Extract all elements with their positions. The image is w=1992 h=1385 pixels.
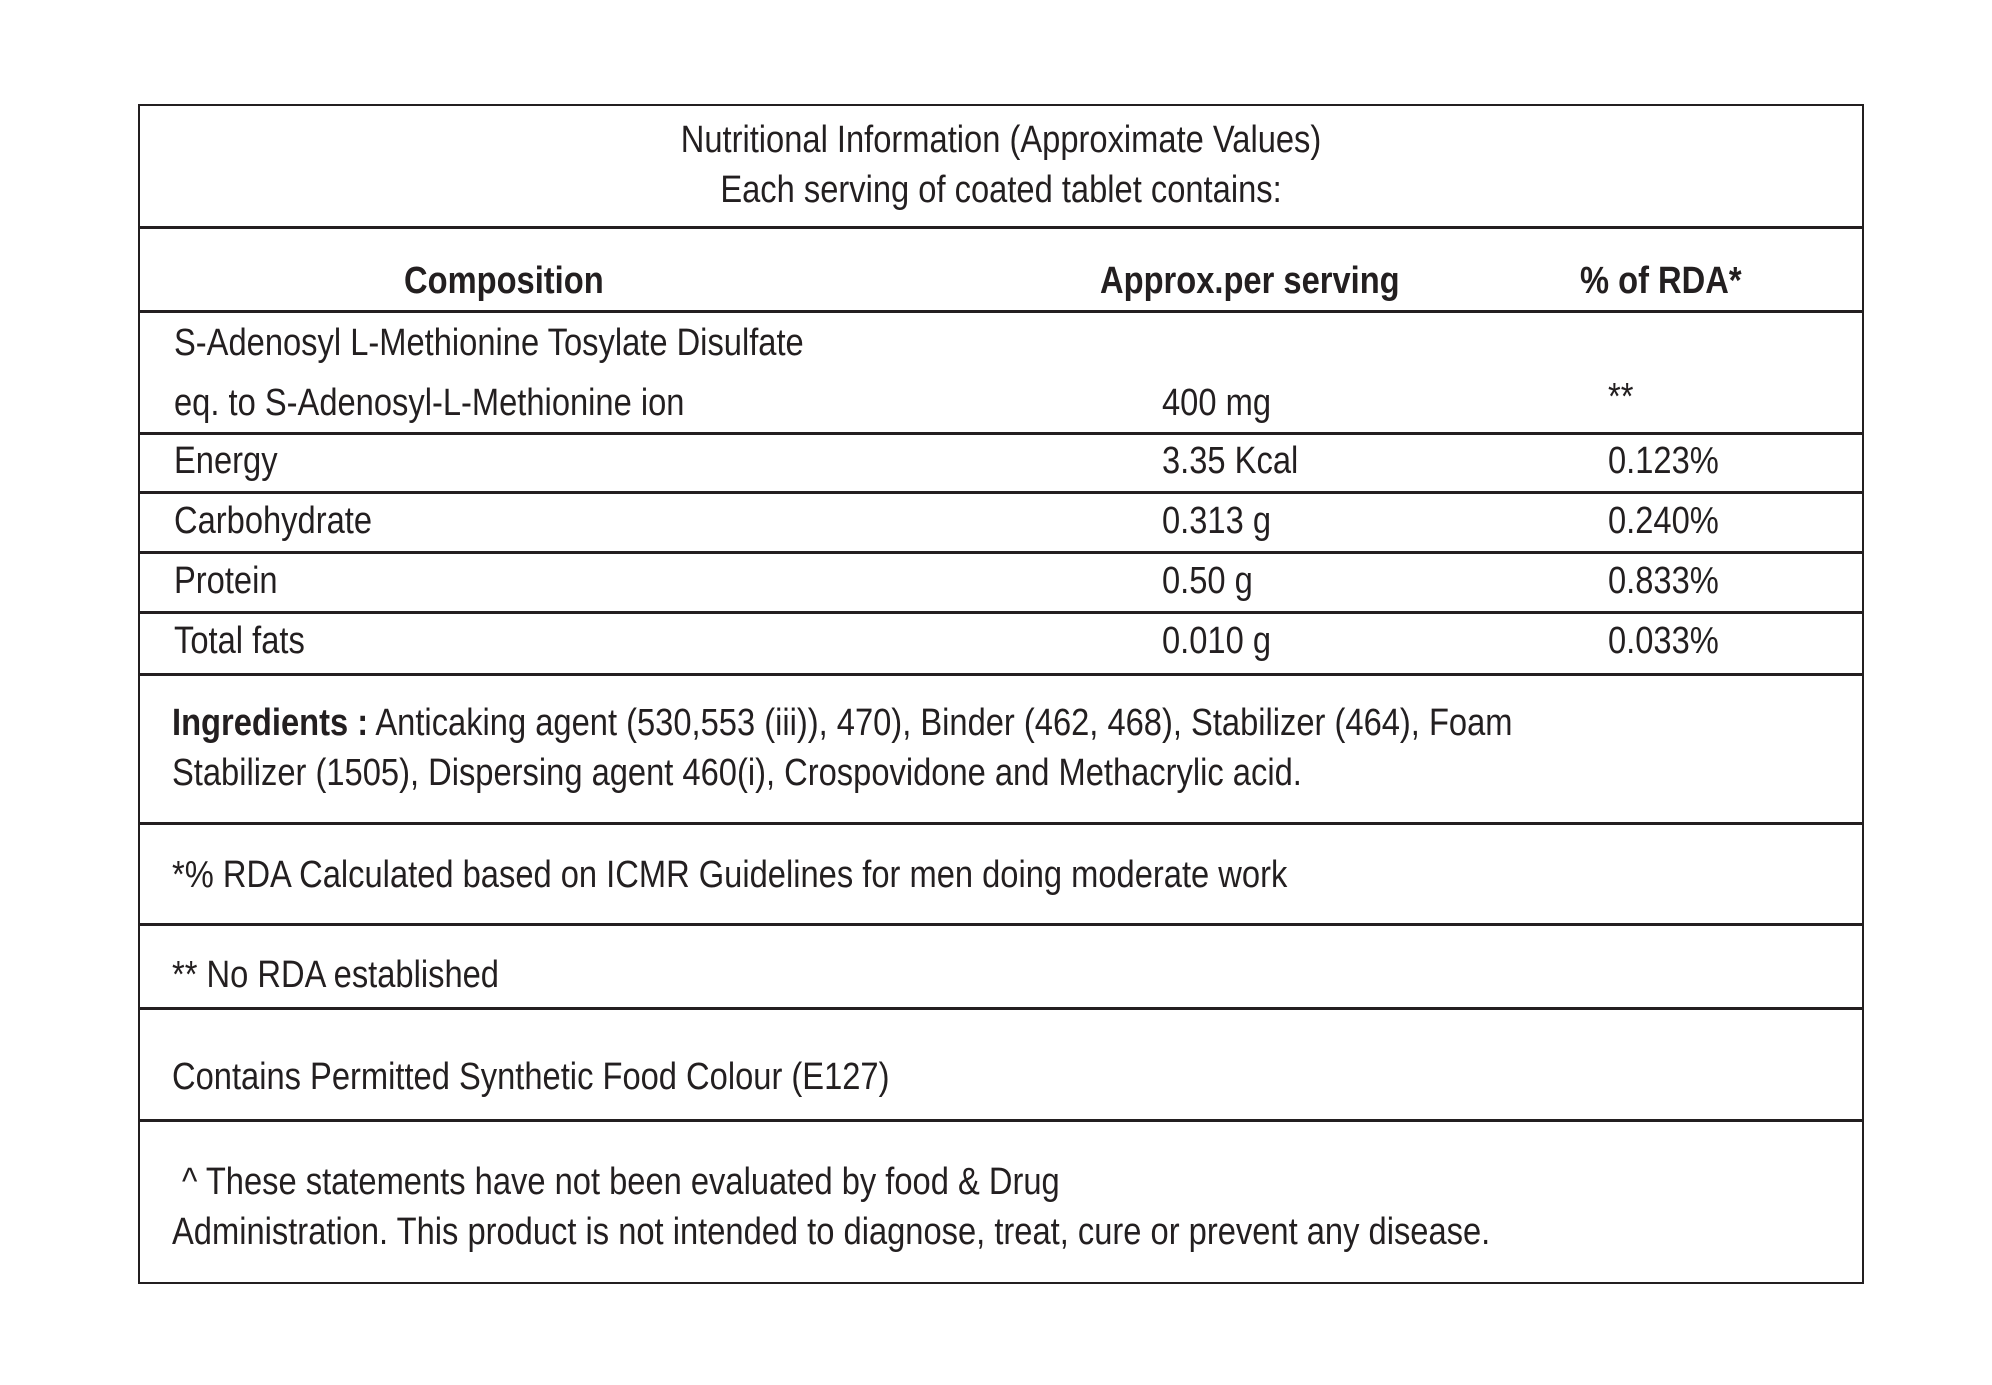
table-row-value: 0.010 g bbox=[1162, 620, 1272, 662]
divider bbox=[140, 923, 1862, 926]
no-rda-note: ** No RDA established bbox=[172, 954, 499, 996]
table-row-name: Protein bbox=[174, 560, 278, 602]
divider bbox=[140, 432, 1862, 435]
header-rda: % of RDA* bbox=[1580, 260, 1742, 302]
table-row-name: Carbohydrate bbox=[174, 500, 373, 542]
divider bbox=[140, 1119, 1862, 1122]
table-row-value: 0.313 g bbox=[1162, 500, 1272, 542]
colour-note: Contains Permitted Synthetic Food Colour (E127) bbox=[172, 1056, 890, 1098]
disclaimer-line-2: Administration. This product is not intended to diagnose, treat, cure or prevent any disease. bbox=[172, 1211, 1491, 1253]
header-per-serving: Approx.per serving bbox=[1100, 260, 1400, 302]
table-row-rda: 0.240% bbox=[1608, 500, 1719, 542]
table-row-value: 0.50 g bbox=[1162, 560, 1253, 602]
ingredients-text: Anticaking agent (530,553 (iii)), 470), Binder (462, 468), Stabilizer (464), Foam bbox=[368, 702, 1513, 744]
title-line-2: Each serving of coated tablet contains: bbox=[720, 169, 1282, 211]
divider bbox=[140, 226, 1862, 229]
table-row-rda: 0.123% bbox=[1608, 440, 1719, 482]
table-row-value: 400 mg bbox=[1162, 382, 1272, 424]
nutrition-panel bbox=[138, 104, 1864, 1284]
ingredients-label: Ingredients : bbox=[172, 702, 369, 744]
divider bbox=[140, 611, 1862, 614]
divider bbox=[140, 822, 1862, 825]
table-row-name: Total fats bbox=[174, 620, 305, 662]
ingredients-line-1 bbox=[172, 698, 1512, 748]
header-composition: Composition bbox=[404, 260, 604, 302]
rda-basis-note: *% RDA Calculated based on ICMR Guidelines for men doing moderate work bbox=[172, 854, 1288, 896]
divider bbox=[140, 551, 1862, 554]
divider bbox=[140, 1007, 1862, 1010]
divider bbox=[140, 491, 1862, 494]
table-row-value: 3.35 Kcal bbox=[1162, 440, 1299, 482]
divider bbox=[140, 673, 1862, 676]
title-line-1: Nutritional Information (Approximate Values) bbox=[680, 119, 1322, 161]
table-row-name: Energy bbox=[174, 440, 278, 482]
table-row-rda: ** bbox=[1608, 376, 1634, 418]
divider bbox=[140, 310, 1862, 313]
ingredients-line-2: Stabilizer (1505), Dispersing agent 460(i), Crospovidone and Methacrylic acid. bbox=[172, 752, 1302, 794]
table-row-rda: 0.033% bbox=[1608, 620, 1719, 662]
disclaimer-line-1: ^ These statements have not been evaluated by food & Drug bbox=[182, 1161, 1060, 1203]
table-row-rda: 0.833% bbox=[1608, 560, 1719, 602]
table-row-name-line1: S-Adenosyl L-Methionine Tosylate Disulfate bbox=[174, 322, 804, 364]
table-row-name: eq. to S-Adenosyl-L-Methionine ion bbox=[174, 382, 685, 424]
